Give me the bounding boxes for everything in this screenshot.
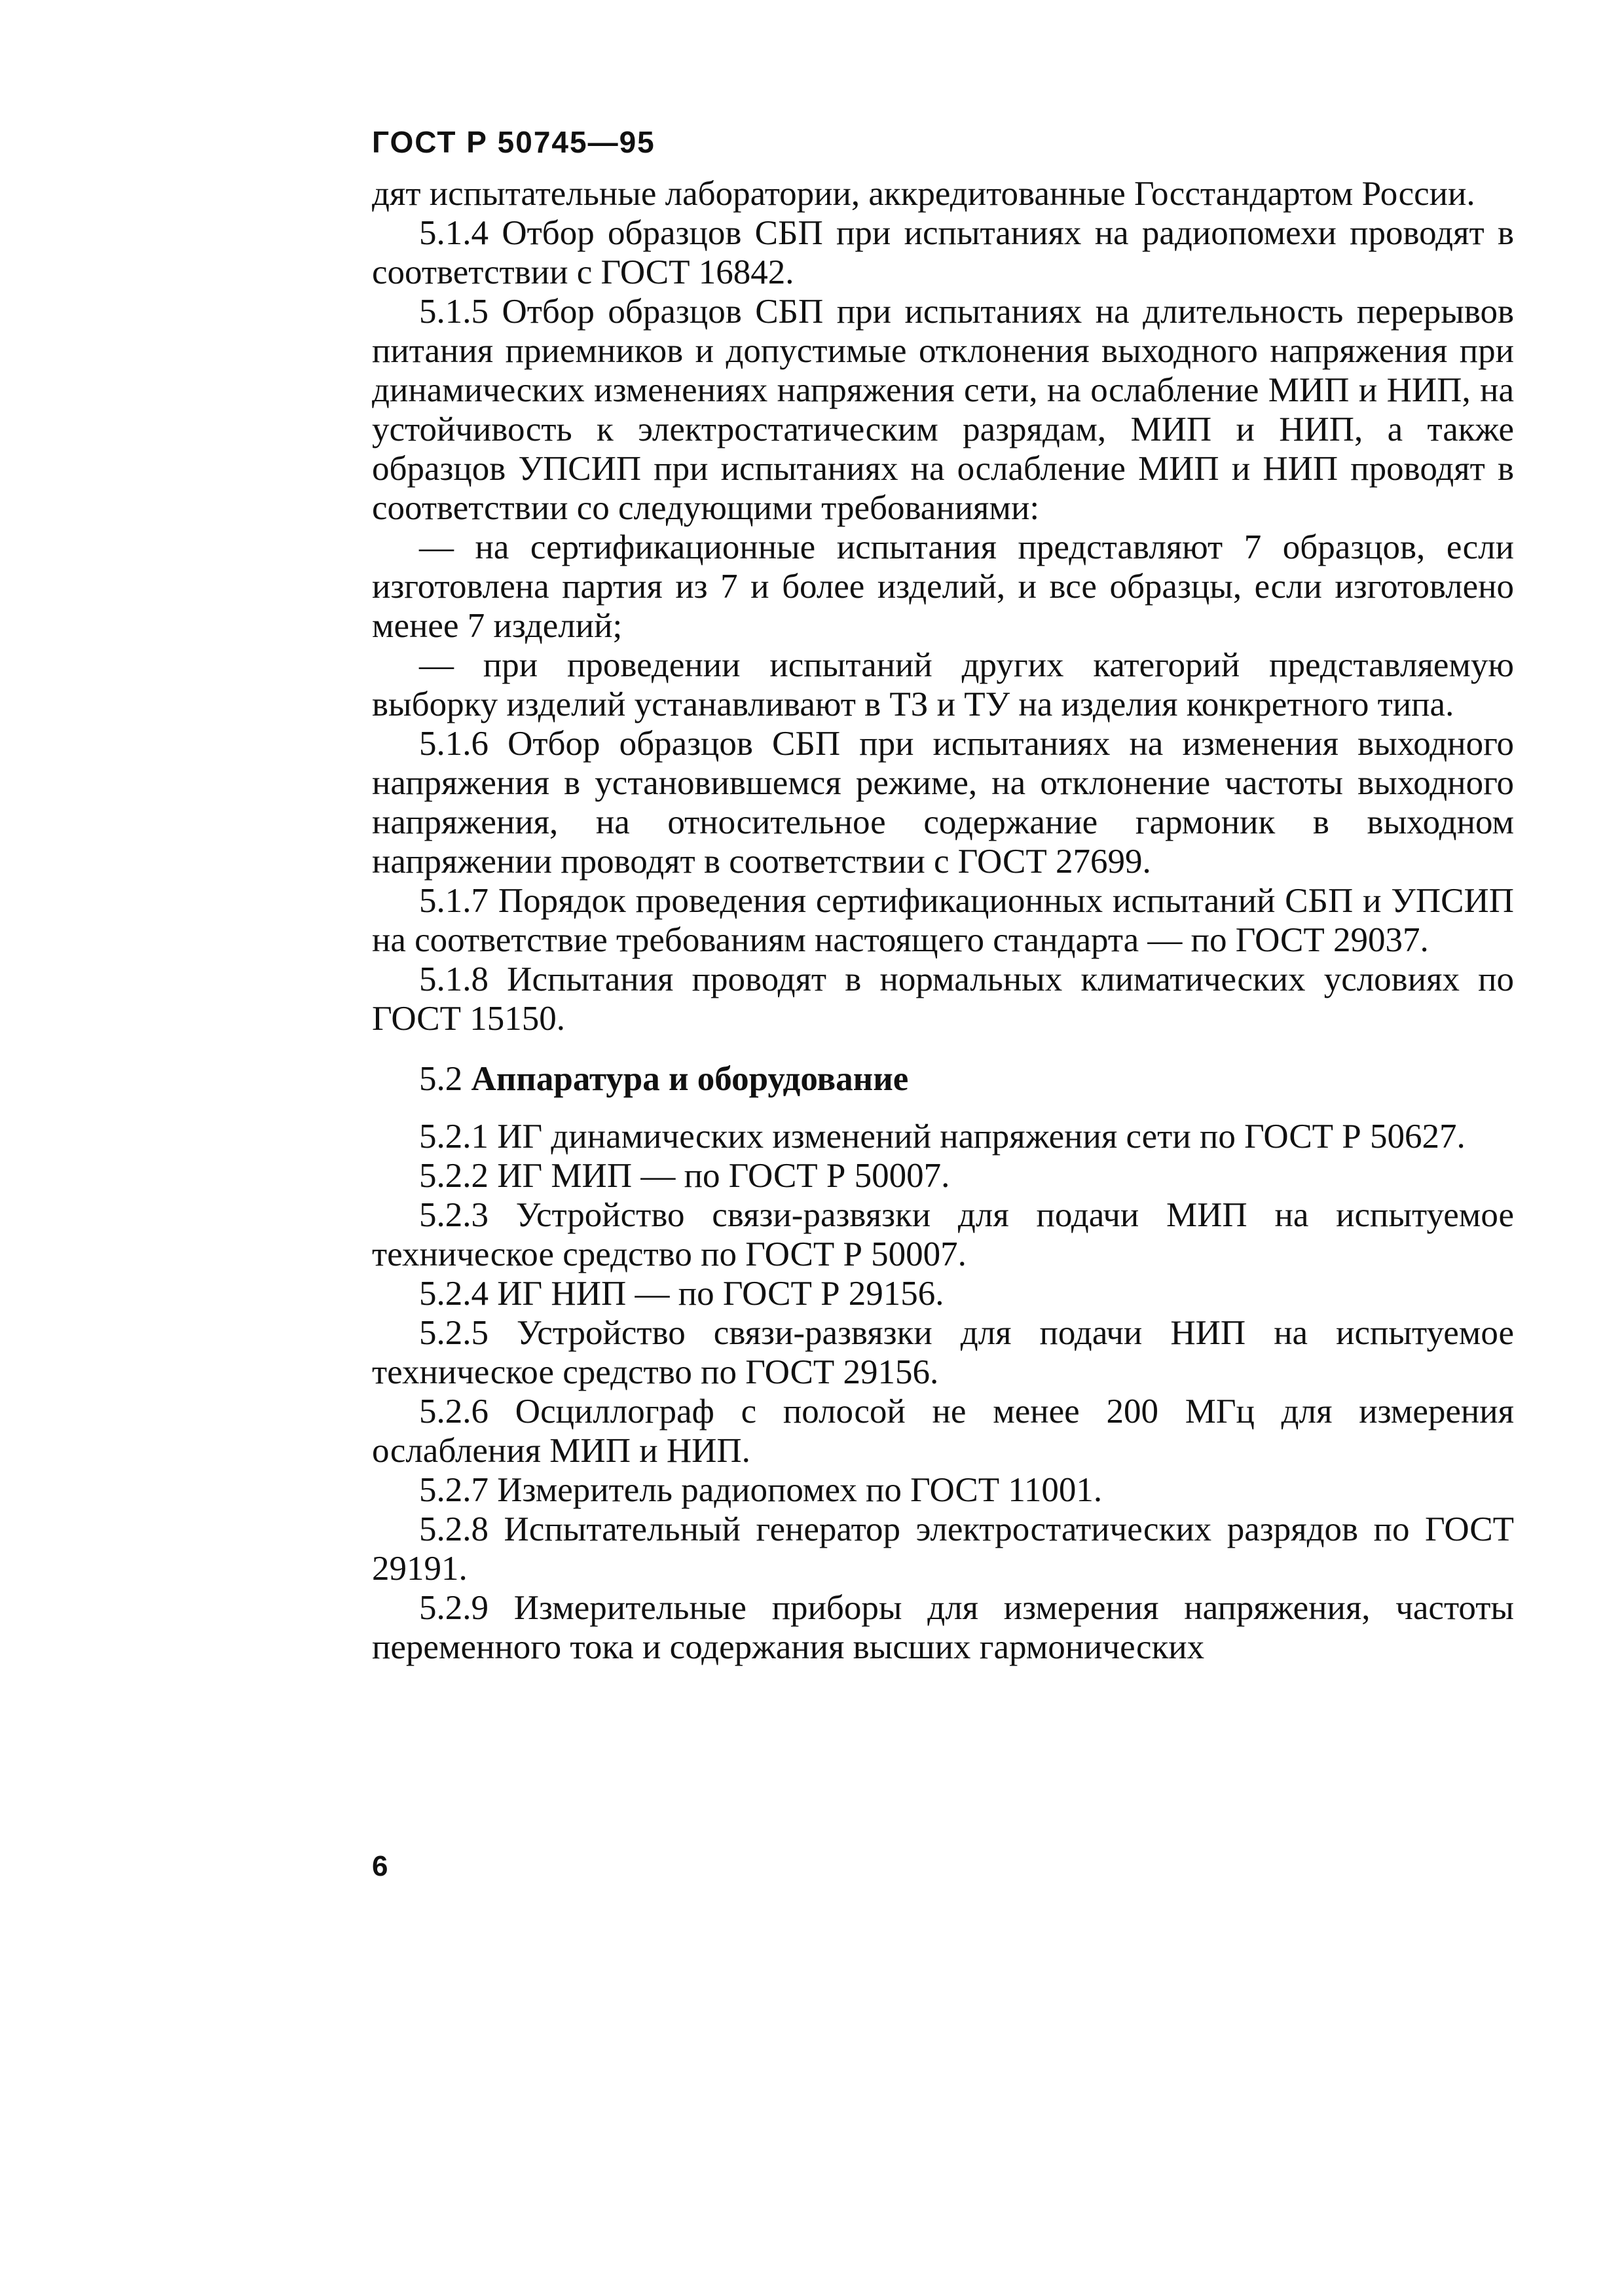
paragraph-5-1-5: 5.1.5 Отбор образцов СБП при испытаниях на длительность перерывов питания приемников и допустимые отклонения выходного напряжения при динамических изменениях напряжения сети, на ослабление МИП и НИП, на устойчивость к электростатическим разрядам, МИП и НИП, а также образцов УПСИП при испытаниях на ослабление МИП и НИП проводят в соответствии со следующими требованиями: <box>372 293 1514 527</box>
section-title: Аппаратура и оборудование <box>471 1060 909 1098</box>
paragraph-5-1-7: 5.1.7 Порядок проведения сертификационных испытаний СБП и УПСИП на соответствие требованиям настоящего стандарта — по ГОСТ 29037. <box>372 882 1514 959</box>
list-item-other-categories: — при проведении испытаний других категорий представляемую выборку изделий устанавливают в ТЗ и ТУ на изделия конкретного типа. <box>372 646 1514 723</box>
paragraph-5-2-5: 5.2.5 Устройство связи-развязки для подачи НИП на испытуемое техническое средство по ГОСТ 29156. <box>372 1314 1514 1391</box>
paragraph-5-1-4: 5.1.4 Отбор образцов СБП при испытаниях на радиопомехи проводят в соответствии с ГОСТ 16842. <box>372 214 1514 291</box>
paragraph-5-1-8: 5.1.8 Испытания проводят в нормальных климатических условиях по ГОСТ 15150. <box>372 960 1514 1038</box>
document-page <box>372 124 1514 1667</box>
document-header: ГОСТ Р 50745—95 <box>372 125 655 159</box>
paragraph-5-2-1: 5.2.1 ИГ динамических изменений напряжения сети по ГОСТ Р 50627. <box>419 1118 1466 1156</box>
document-body <box>372 174 1514 1667</box>
paragraph-5-2-3: 5.2.3 Устройство связи-развязки для подачи МИП на испытуемое техническое средство по ГОСТ Р 50007. <box>372 1196 1514 1273</box>
paragraph-5-1-6: 5.1.6 Отбор образцов СБП при испытаниях на изменения выходного напряжения в установившемся режиме, на отклонение частоты выходного напряжения, на относительное содержание гармоник в выходном напряжении проводят в соответствии с ГОСТ 27699. <box>372 725 1514 881</box>
paragraph-continuation: дят испытательные лаборатории, аккредитованные Госстандартом России. <box>372 175 1475 213</box>
page-number: 6 <box>372 1850 388 1882</box>
list-item-certification: — на сертификационные испытания представляют 7 образцов, если изготовлена партия из 7 и более изделий, и все образцы, если изготовлено менее 7 изделий; <box>372 528 1514 645</box>
paragraph-5-2-7: 5.2.7 Измеритель радиопомех по ГОСТ 11001. <box>419 1471 1103 1509</box>
paragraph-5-2-8: 5.2.8 Испытательный генератор электростатических разрядов по ГОСТ 29191. <box>372 1510 1514 1588</box>
paragraph-5-2-6: 5.2.6 Осциллограф с полосой не менее 200 МГц для измерения ослабления МИП и НИП. <box>372 1393 1514 1470</box>
paragraph-5-2-9: 5.2.9 Измерительные приборы для измерения напряжения, частоты переменного тока и содержания высших гармонических <box>372 1589 1514 1666</box>
paragraph-5-2-2: 5.2.2 ИГ МИП — по ГОСТ Р 50007. <box>419 1157 950 1195</box>
section-number: 5.2 <box>419 1060 463 1098</box>
paragraph-5-2-4: 5.2.4 ИГ НИП — по ГОСТ Р 29156. <box>419 1275 944 1313</box>
section-heading <box>372 1059 1514 1099</box>
